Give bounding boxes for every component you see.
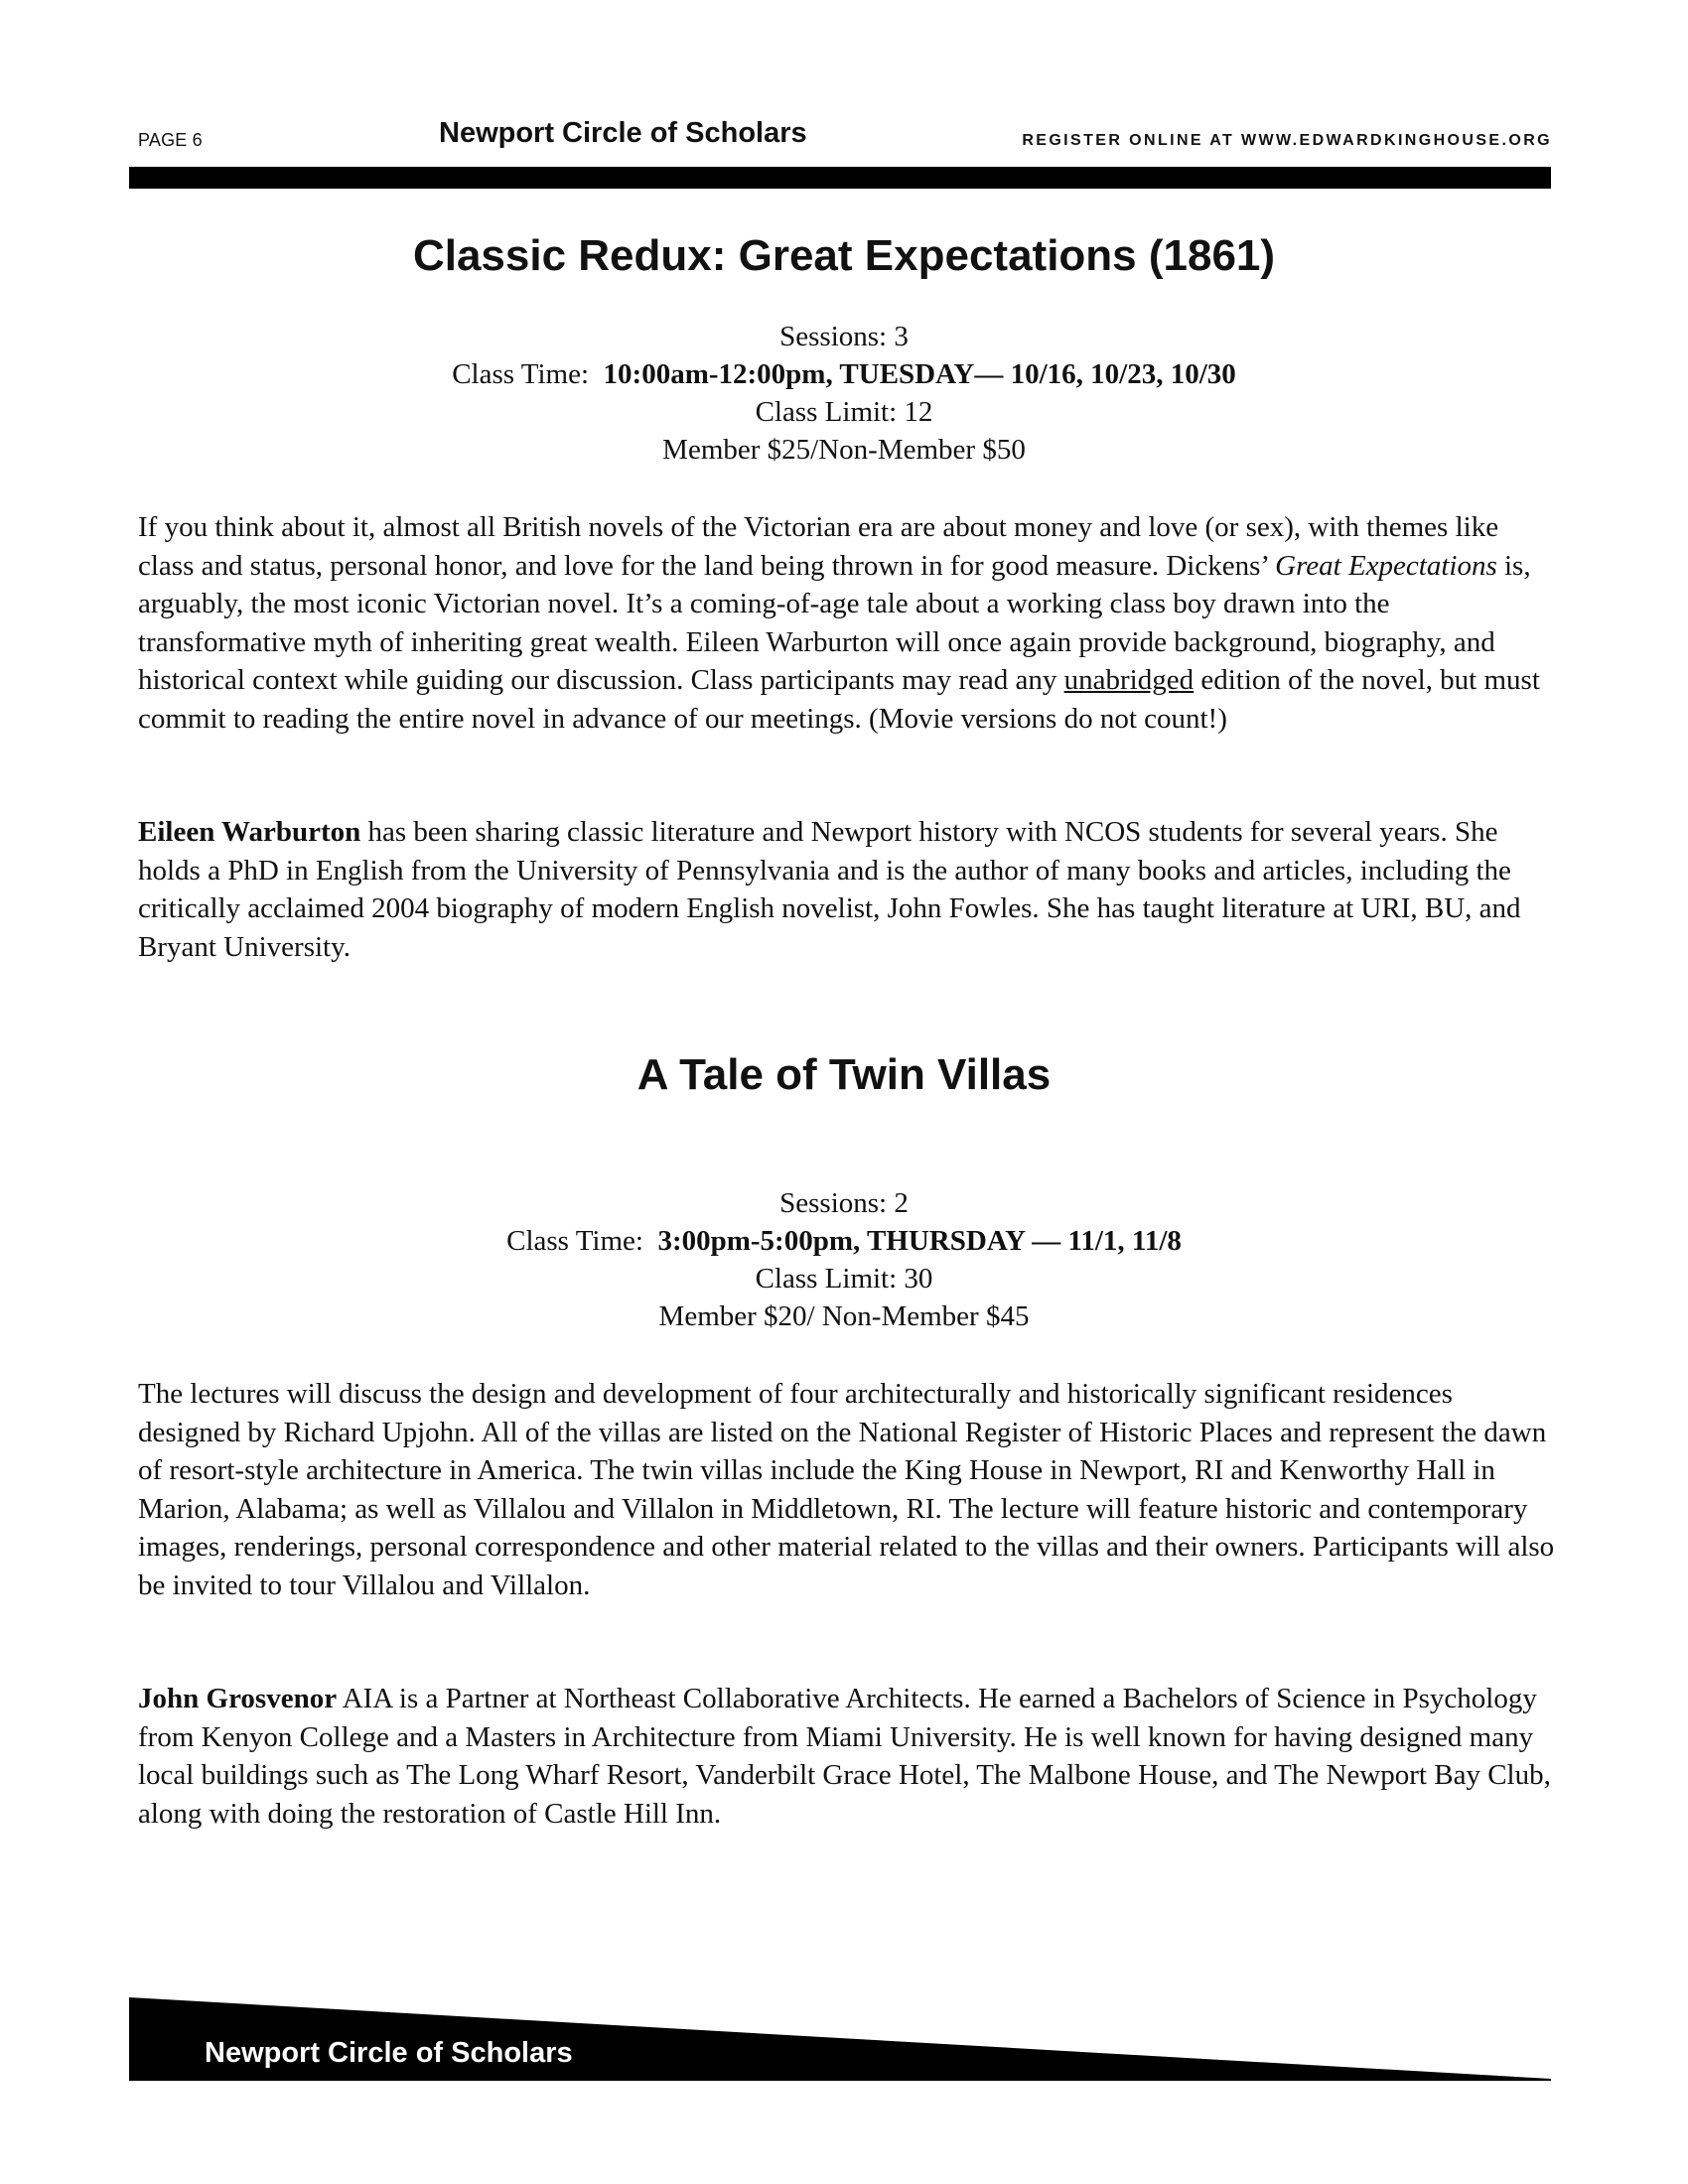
register-url[interactable]: REGISTER ONLINE AT WWW.EDWARDKINGHOUSE.ORG [1022, 132, 1552, 149]
class-time-label: Class Time: [506, 1225, 643, 1257]
footer-title: Newport Circle of Scholars [205, 2037, 573, 2069]
instructor-name: Eileen Warburton [138, 816, 361, 848]
course-title: Classic Redux: Great Expectations (1861) [412, 231, 1276, 280]
book-title: Great Expectations [1275, 549, 1497, 582]
sessions: Sessions: 2 [779, 1187, 909, 1219]
course-info [0, 318, 1688, 469]
class-time-value: 10:00am-12:00pm, TUESDAY— 10/16, 10/23, 10/30 [603, 358, 1236, 390]
class-time-value: 3:00pm-5:00pm, THURSDAY — 11/1, 11/8 [657, 1225, 1182, 1257]
class-time [0, 355, 1688, 393]
page-number: PAGE 6 [138, 130, 203, 150]
sessions: Sessions: 3 [779, 321, 909, 352]
newsletter-title: Newport Circle of Scholars [439, 117, 807, 149]
instructor-bio: John Grosvenor AIA is a Partner at Northeast Collaborative Architects. He earned a Bachelors of Science in Psychology from Kenyon College and a Masters in Architecture from Miami University. He is well known for having designed many local buildings such as The Long Wharf Resort, Vanderbilt Grace Hotel, The Malbone House, and The Newport Bay Club, along with doing the restoration of Castle Hill Inn. [138, 1683, 1551, 1830]
course-description: If you think about it, almost all British novels of the Victorian era are about money and love (or sex), with themes like class and status, personal honor, and love for the land being thrown in for good measure. Dickens’ Great Expectations is, arguably, the most iconic Victorian novel. It’s a coming-of-age tale about a working class boy drawn into the transformative myth of inheriting great wealth. Eileen Warburton will once again provide background, biography, and historical context while guiding our discussion. Class participants may read any unabridged edition of the novel, but must commit to reading the entire novel in advance of our meetings. (Movie versions do not count!) [138, 511, 1540, 735]
price: Member $20/ Non-Member $45 [658, 1300, 1030, 1332]
course-info [0, 1184, 1688, 1335]
course-title: A Tale of Twin Villas [636, 1050, 1052, 1099]
class-time-label: Class Time: [452, 358, 590, 390]
header-rule [129, 167, 1551, 189]
class-limit: Class Limit: 30 [755, 1263, 933, 1295]
unabridged-emphasis: unabridged [1063, 664, 1195, 696]
class-limit: Class Limit: 12 [755, 396, 933, 428]
class-time [0, 1222, 1688, 1260]
price: Member $25/Non-Member $50 [662, 434, 1026, 466]
instructor-name: John Grosvenor [138, 1683, 338, 1714]
instructor-bio: Eileen Warburton has been sharing classic literature and Newport history with NCOS students for several years. She holds a PhD in English from the University of Pennsylvania and is the author of many books and articles, including the critically acclaimed 2004 biography of modern English novelist, John Fowles. She has taught literature at URI, BU, and Bryant University. [138, 816, 1521, 963]
course-description: The lectures will discuss the design and development of four architecturally and historically significant residences designed by Richard Upjohn. All of the villas are listed on the National Register of Historic Places and represent the dawn of resort-style architecture in America. The twin villas include the King House in Newport, RI and Kenworthy Hall in Marion, Alabama; as well as Villalou and Villalon in Middletown, RI. The lecture will feature historic and contemporary images, renderings, personal correspondence and other material related to the villas and their owners. Participants will also be invited to tour Villalou and Villalon. [138, 1378, 1555, 1601]
